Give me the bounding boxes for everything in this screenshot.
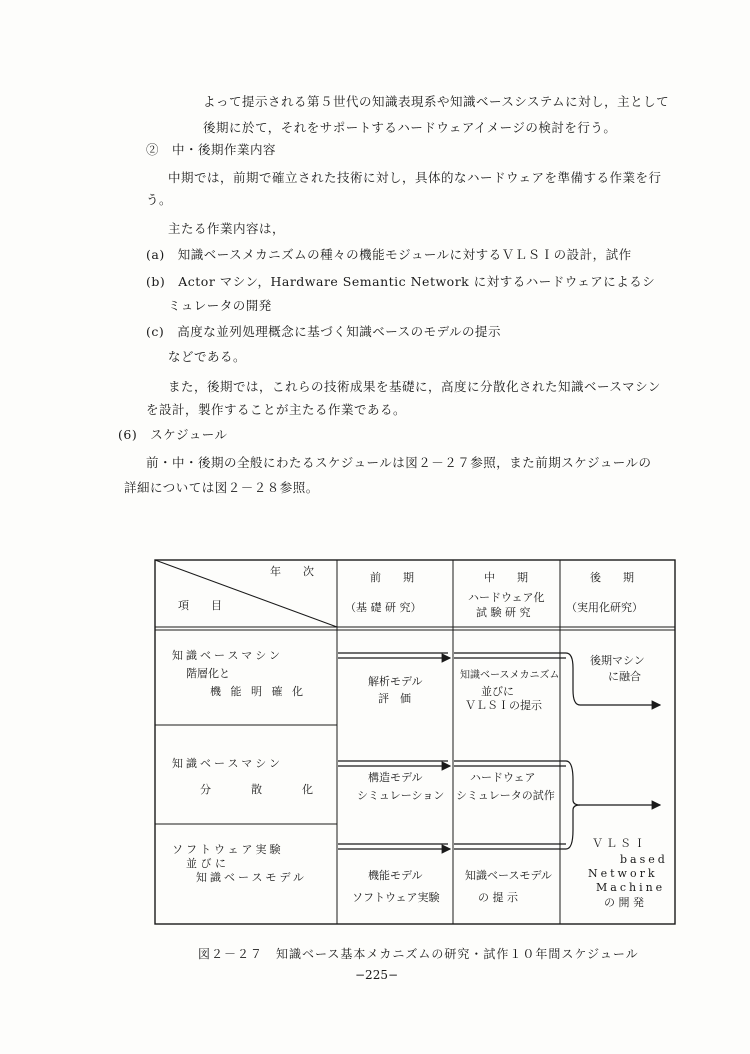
row3-item: ソフトウェア実験 (172, 843, 284, 856)
list-item: (a) 知識ベースメカニズムの種々の機能モジュールに対するＶＬＳＩの設計，試作 (146, 247, 632, 262)
row2-middle: シミュレータの試作 (456, 789, 555, 802)
row2-middle: ハードウェア (470, 771, 536, 784)
text-line: 主たる作業内容は， (168, 221, 286, 236)
header-early: 前 期 (370, 571, 414, 584)
row1-middle: 並びに (481, 685, 514, 698)
section-heading: (6) スケジュール (118, 427, 228, 442)
row3-late: ＶＬＳＩ (592, 837, 648, 850)
page-number: −225− (355, 968, 399, 982)
row1-middle: ＶＬＳＩの提示 (465, 699, 542, 712)
row3-late: の 開 発 (604, 896, 644, 909)
header-late: 後 期 (590, 571, 634, 584)
section-heading: ② 中・後期作業内容 (146, 142, 277, 157)
row3-early: ソフトウェア実験 (352, 891, 440, 904)
text-line: 前・中・後期の全般にわたるスケジュールは図２－２７参照，また前期スケジュールの (146, 455, 652, 470)
figure-caption: 図２－２７ 知識ベース基本メカニズムの研究・試作１０年間スケジュール (198, 947, 639, 961)
text-line: う。 (146, 192, 173, 207)
header-middle: 中 期 (484, 571, 528, 584)
row1-early: 評 価 (378, 692, 411, 705)
row2-item: 分 散 化 (200, 783, 319, 796)
text-line: 後期に於て，それをサポートするハードウェアイメージの検討を行う。 (203, 120, 617, 135)
header-early-sub: （基 礎 研 究） (345, 601, 422, 614)
row3-early: 機能モデル (368, 869, 423, 882)
row2-early: 構造モデル (368, 771, 423, 784)
row3-late: Machine (596, 881, 666, 894)
row1-item: 知識ベースマシン (172, 649, 283, 662)
header-item-label: 項 目 (178, 599, 222, 612)
list-item: (b) Actor マシン，Hardware Semantic Network に対するハードウェアによるシ (146, 274, 656, 289)
row1-late: に融合 (608, 670, 641, 683)
row3-item: 知識ベースモデル (196, 871, 307, 884)
row1-item: 階層化と (186, 667, 230, 680)
header-year-label: 年 次 (270, 565, 314, 578)
text-line: また，後期では，これらの技術成果を基礎に，高度に分散化された知識ベースマシン (168, 379, 661, 394)
row3-middle: の 提 示 (478, 891, 518, 904)
row1-item: 機 能 明 確 化 (210, 685, 306, 698)
text-line: ミュレータの開発 (168, 298, 272, 313)
row3-late: based (620, 853, 668, 866)
header-middle-sub2: 試 験 研 究 (476, 606, 531, 619)
text-line: などである。 (168, 349, 247, 364)
row3-late: Network (588, 867, 658, 880)
row1-early: 解析モデル (368, 675, 423, 688)
header-late-sub: （実用化研究） (566, 601, 643, 614)
row3-item: 並 び に (186, 857, 226, 870)
row3-middle: 知識ベースモデル (465, 869, 552, 882)
row2-early: シミュレーション (357, 789, 445, 802)
text-line: 詳細については図２－２８参照。 (124, 480, 319, 495)
text-line: 中期では，前期で確立された技術に対し，具体的なハードウェアを準備する作業を行 (168, 170, 662, 185)
text-line: よって提示される第５世代の知識表現系や知識ベースシステムに対し，主として (203, 94, 670, 109)
row1-late: 後期マシン (590, 654, 645, 667)
row2-item: 知識ベースマシン (172, 757, 283, 770)
text-line: を設計，製作することが主たる作業である。 (146, 402, 407, 417)
header-middle-sub1: ハードウェア化 (468, 591, 545, 604)
list-item: (c) 高度な並列処理概念に基づく知識ベースのモデルの提示 (146, 324, 502, 339)
row1-middle: 知識ベースメカニズム (460, 670, 560, 681)
